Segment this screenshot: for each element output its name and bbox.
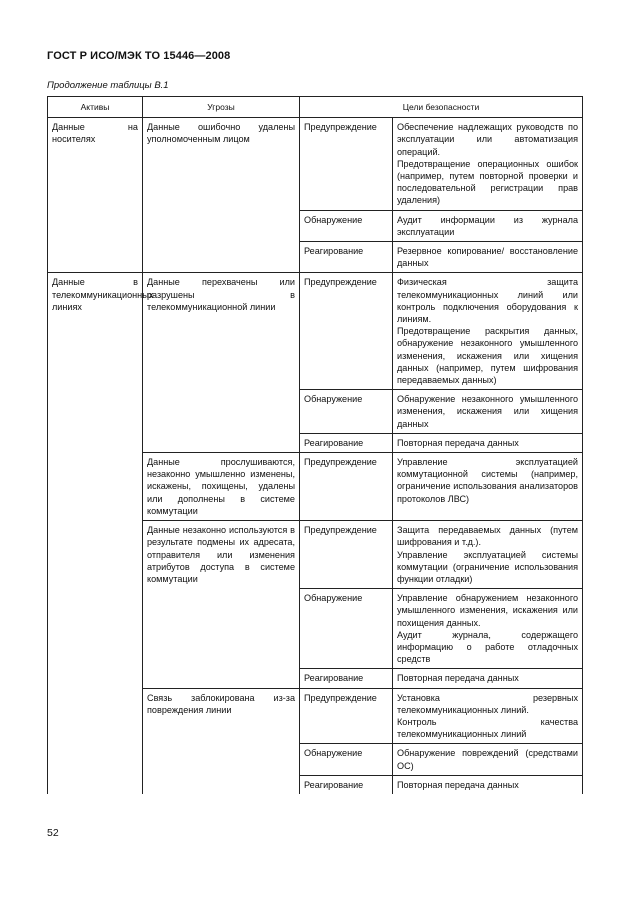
objective-line: Физическая защита телекоммуникационных линий или контроль подключения оборудования к линиям. bbox=[397, 277, 579, 325]
objective-line: Контроль качества телекоммуникационных линий bbox=[397, 716, 579, 740]
objective-line: Защита передаваемых данных (путем шифрования и т.д.). bbox=[397, 525, 579, 548]
objective-text-cell bbox=[393, 521, 583, 589]
objective-text-cell: Обнаружение повреждений (средствами ОС) bbox=[393, 744, 583, 775]
table-caption: Продолжение таблицы В.1 bbox=[47, 80, 169, 91]
objective-line: Аудит журнала, содержащего информацию о работе отладочных средств bbox=[397, 629, 579, 665]
table-header-row bbox=[48, 97, 583, 118]
objective-text-cell bbox=[393, 589, 583, 669]
objective-text-cell: Повторная передача данных bbox=[393, 433, 583, 452]
objective-type-cell: Предупреждение bbox=[300, 688, 393, 744]
threat-cell: Связь заблокирована из-за повреждения линии bbox=[143, 688, 300, 794]
objective-type-cell: Предупреждение bbox=[300, 453, 393, 521]
page-number: 52 bbox=[47, 827, 59, 839]
threat-cell: Данные ошибочно удалены уполномоченным лицом bbox=[143, 118, 300, 273]
table-row bbox=[48, 273, 583, 390]
column-header-assets: Активы bbox=[48, 97, 143, 118]
objective-text-cell: Обнаружение незаконного умышленного изменения, искажения или хищения данных bbox=[393, 390, 583, 434]
asset-cell: Данные в телекоммуникационных линиях bbox=[48, 273, 143, 794]
objective-type-cell: Обнаружение bbox=[300, 744, 393, 775]
objective-line: Управление эксплуатацией системы коммутации (ограничение использования функции отладки) bbox=[397, 549, 579, 584]
objective-text-cell: Повторная передача данных bbox=[393, 775, 583, 794]
objective-line: Управление обнаружением незаконного умышленного изменения, искажения или похищения данных. bbox=[397, 593, 579, 628]
objective-type-cell: Предупреждение bbox=[300, 273, 393, 390]
threat-cell: Данные перехвачены или разрушены в телекоммуникационной линии bbox=[143, 273, 300, 453]
objective-text-cell bbox=[393, 118, 583, 210]
objective-line: Обеспечение надлежащих руководств по эксплуатации или автоматизация операций. bbox=[397, 122, 579, 157]
asset-cell: Данные на носителях bbox=[48, 118, 143, 273]
objective-text-cell bbox=[393, 688, 583, 744]
objective-text-cell bbox=[393, 273, 583, 390]
threat-cell: Данные незаконно используются в результате подмены их адресата, отправителя или изменения атрибутов доступа в системе коммутации bbox=[143, 521, 300, 688]
security-objectives-table bbox=[47, 96, 583, 794]
objective-line: Предотвращение операционных ошибок (например, путем повторной проверки и последовательной регистрации прав удаления) bbox=[397, 158, 579, 206]
objective-type-cell: Реагирование bbox=[300, 242, 393, 273]
objective-type-cell: Реагирование bbox=[300, 669, 393, 688]
objective-line: Предотвращение раскрытия данных, обнаружение незаконного умышленного изменения, искажения или хищения данных (например, путем шифрования передаваемых данных) bbox=[397, 326, 579, 386]
document-header: ГОСТ Р ИСО/МЭК ТО 15446—2008 bbox=[47, 50, 231, 62]
column-header-security-objectives: Цели безопасности bbox=[300, 97, 583, 118]
objective-text-cell: Аудит информации из журнала эксплуатации bbox=[393, 210, 583, 241]
threat-cell: Данные прослушиваются, незаконно умышленно изменены, искажены, похищены, удалены или дополнены в системе коммутации bbox=[143, 453, 300, 521]
objective-type-cell: Обнаружение bbox=[300, 390, 393, 434]
objective-type-cell: Обнаружение bbox=[300, 210, 393, 241]
objective-text-cell: Повторная передача данных bbox=[393, 669, 583, 688]
objective-text-cell: Резервное копирование/ восстановление данных bbox=[393, 242, 583, 273]
objective-type-cell: Предупреждение bbox=[300, 521, 393, 589]
objective-type-cell: Обнаружение bbox=[300, 589, 393, 669]
table-row bbox=[48, 118, 583, 210]
objective-type-cell: Реагирование bbox=[300, 433, 393, 452]
objective-text-cell: Управление эксплуатацией коммутационной системы (например, ограничение использования анализаторов протоколов ЛВС) bbox=[393, 453, 583, 521]
objective-type-cell: Предупреждение bbox=[300, 118, 393, 210]
objective-line: Установка резервных телекоммуникационных линий. bbox=[397, 692, 579, 715]
objective-type-cell: Реагирование bbox=[300, 775, 393, 794]
column-header-threats: Угрозы bbox=[143, 97, 300, 118]
